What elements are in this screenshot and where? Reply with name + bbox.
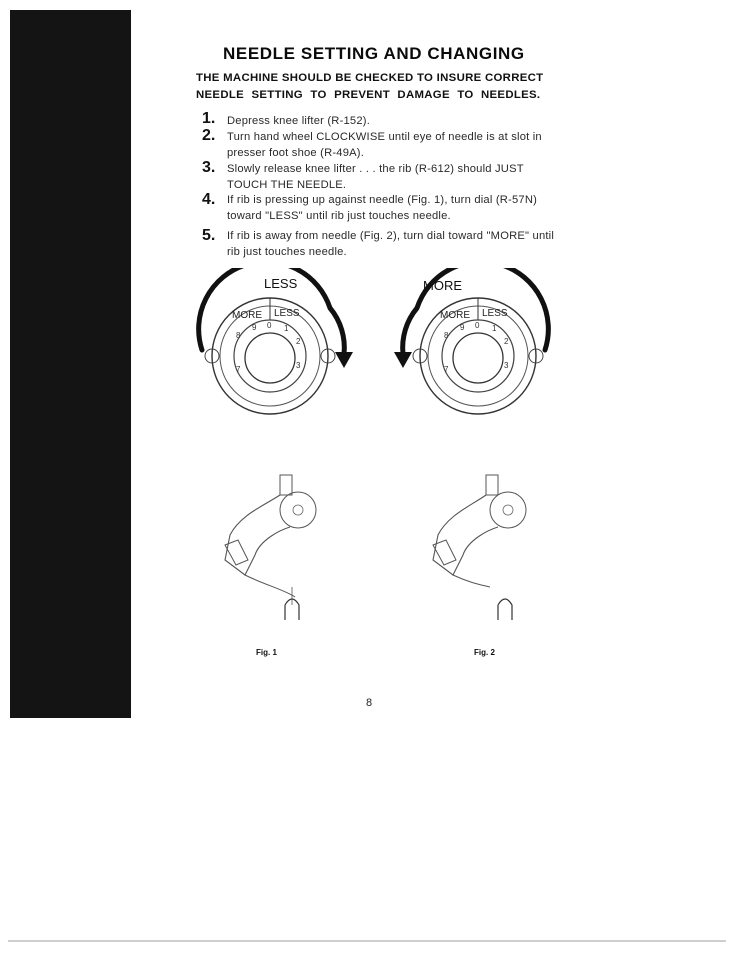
dial-face-less: LESS (274, 308, 300, 319)
book-binding-shadow (10, 10, 131, 718)
dial-digit: 0 (267, 321, 272, 330)
dial-digit: 2 (504, 337, 509, 346)
step-number: 5. (202, 227, 216, 244)
dial-digit: 3 (296, 361, 301, 370)
dial-less-figure (190, 268, 365, 428)
fig1-rib-pressing-needle-illustration (210, 465, 340, 625)
page-number: 8 (366, 697, 373, 709)
step-number: 3. (202, 159, 216, 176)
dial-digit: 0 (475, 321, 480, 330)
dial-face-less: LESS (482, 308, 508, 319)
dial-face-more: MORE (232, 310, 262, 321)
step-text: Slowly release knee lifter . . . the rib (R-612) should JUST TOUCH THE NEEDLE. (227, 163, 524, 191)
fig1-caption: Fig. 1 (256, 648, 277, 657)
dial-digit: 7 (236, 365, 241, 374)
dial-more-figure (383, 268, 558, 428)
dial-digit: 8 (444, 331, 449, 340)
fig2-caption: Fig. 2 (474, 648, 495, 657)
fig2-rib-away-from-needle-illustration (420, 465, 550, 625)
step-text: Turn hand wheel CLOCKWISE until eye of needle is at slot in presser foot shoe (R-49A). (227, 131, 542, 159)
step-number: 4. (202, 191, 216, 208)
warning-line-2: NEEDLE SETTING TO PREVENT DAMAGE TO NEEDLES. (196, 89, 541, 101)
dial-digit: 1 (284, 324, 289, 333)
dial-digit: 2 (296, 337, 301, 346)
page-title: NEEDLE SETTING AND CHANGING (223, 44, 525, 63)
dial-arrow-label: MORE (423, 278, 462, 293)
dial-digit: 3 (504, 361, 509, 370)
step-text: If rib is away from needle (Fig. 2), turn dial toward "MORE" until rib just touches needle. (227, 230, 555, 258)
dial-face-more: MORE (440, 310, 470, 321)
step-text: Depress knee lifter (R-152). (227, 115, 371, 127)
footer-rule (8, 940, 726, 942)
dial-digit: 9 (252, 323, 257, 332)
dial-arrow-label: LESS (264, 276, 298, 291)
dial-digit: 8 (236, 331, 241, 340)
warning-line-1: THE MACHINE SHOULD BE CHECKED TO INSURE CORRECT (196, 72, 544, 84)
step-number: 1. (202, 110, 216, 127)
dial-digit: 9 (460, 323, 465, 332)
step-text: If rib is pressing up against needle (Fig. 1), turn dial (R-57N) toward "LESS" until rib just touches needle. (227, 194, 538, 222)
step-number: 2. (202, 127, 216, 144)
dial-digit: 1 (492, 324, 497, 333)
dial-digit: 7 (444, 365, 449, 374)
